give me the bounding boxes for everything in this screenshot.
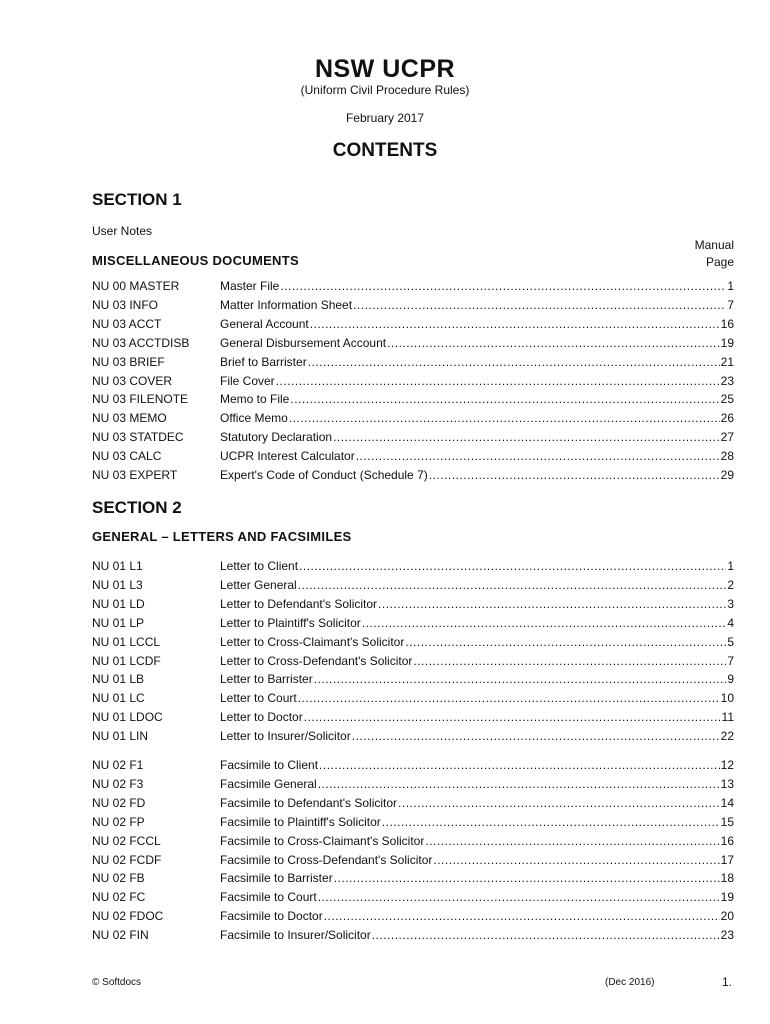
entry-code: NU 01 LD: [92, 596, 145, 611]
entry-page-number: 1: [727, 279, 734, 293]
manual-page-header: [660, 237, 734, 271]
entry-title: Letter to Insurer/Solicitor: [220, 729, 351, 744]
entry-line: [220, 409, 734, 428]
entry-code: NU 01 LIN: [92, 729, 149, 744]
toc-entry[interactable]: [92, 926, 734, 945]
section-2-title: SECTION 2: [92, 498, 182, 517]
entry-page-number: 3: [727, 596, 734, 611]
entry-code: NU 03 BRIEF: [92, 354, 165, 369]
toc-entry[interactable]: [92, 907, 734, 926]
dot-leader: [280, 277, 726, 296]
toc-entry[interactable]: [92, 652, 734, 671]
entry-title: Facsimile to Client: [220, 758, 319, 772]
entry-line: [220, 614, 734, 633]
section-1-title: SECTION 1: [92, 190, 182, 209]
toc-entry[interactable]: [92, 334, 734, 353]
entry-line: [220, 907, 734, 926]
entry-code: NU 01 L1: [92, 559, 143, 573]
entry-code: NU 02 FB: [92, 871, 145, 886]
toc-entry[interactable]: [92, 557, 734, 576]
entry-code: NU 00 MASTER: [92, 279, 180, 293]
letters-facsimiles-heading: GENERAL – LETTERS AND FACSIMILES: [92, 529, 352, 544]
entry-page-number: 16: [720, 316, 734, 331]
entry-page-number: 23: [720, 373, 734, 388]
entry-line: [220, 926, 734, 945]
toc-entry[interactable]: [92, 296, 734, 315]
toc-entry[interactable]: [92, 353, 734, 372]
dot-leader: [362, 614, 727, 633]
toc-entry[interactable]: [92, 372, 734, 391]
entry-line: [220, 595, 734, 614]
page-label: Page: [705, 255, 734, 269]
entry-title: Letter General: [220, 577, 297, 592]
entry-code: NU 01 LC: [92, 691, 145, 706]
entry-title: Letter to Doctor: [220, 710, 303, 725]
dot-leader: [318, 888, 720, 907]
entry-code: NU 02 FCCL: [92, 833, 161, 848]
entry-line: [220, 756, 734, 775]
toc-entry[interactable]: [92, 447, 734, 466]
entry-title: Master File: [220, 279, 280, 293]
entry-line: [220, 794, 734, 813]
entry-code: NU 03 COVER: [92, 373, 173, 388]
entry-title: Letter to Defendant's Solicitor: [220, 596, 378, 611]
entry-code: NU 01 LDOC: [92, 710, 163, 725]
entry-code: NU 02 FIN: [92, 928, 149, 943]
entry-code: NU 01 L3: [92, 577, 143, 592]
toc-entry[interactable]: [92, 409, 734, 428]
entry-page-number: 17: [720, 852, 734, 867]
dot-leader: [356, 447, 720, 466]
entry-code: NU 03 FILENOTE: [92, 392, 189, 407]
entry-title: Facsimile General: [220, 776, 317, 791]
entry-title: Facsimile to Court: [220, 890, 317, 905]
entry-page-number: 9: [727, 672, 734, 687]
entry-line: [220, 277, 734, 296]
entry-page-number: 4: [727, 615, 734, 630]
toc-entry[interactable]: [92, 869, 734, 888]
entry-title: Facsimile to Doctor: [220, 909, 323, 924]
toc-entry[interactable]: [92, 888, 734, 907]
entry-line: [220, 708, 734, 727]
entry-title: Letter to Court: [220, 691, 297, 706]
entry-code: NU 01 LCCL: [92, 634, 161, 649]
document-subtitle: (Uniform Civil Procedure Rules): [300, 83, 470, 97]
dot-leader: [353, 296, 726, 315]
dot-leader: [333, 428, 720, 447]
toc-entry[interactable]: [92, 689, 734, 708]
entry-title: Office Memo: [220, 411, 288, 426]
footer-revision: (Dec 2016): [605, 977, 655, 988]
dot-leader: [318, 775, 720, 794]
entry-page-number: 26: [720, 411, 734, 426]
dot-leader: [289, 409, 720, 428]
entry-page-number: 19: [720, 335, 734, 350]
toc-entry[interactable]: [92, 813, 734, 832]
entry-line: [220, 466, 734, 485]
entry-title: Matter Information Sheet: [220, 297, 353, 312]
entry-page-number: 23: [720, 928, 734, 943]
entry-title: Brief to Barrister: [220, 354, 307, 369]
entry-page-number: 18: [720, 871, 734, 886]
entry-code: NU 02 FD: [92, 795, 146, 810]
entry-line: [220, 813, 734, 832]
entry-page-number: 7: [727, 653, 734, 668]
entry-line: [220, 652, 734, 671]
dot-leader: [398, 794, 720, 813]
toc-entry[interactable]: [92, 428, 734, 447]
toc-entry[interactable]: [92, 708, 734, 727]
entry-line: [220, 851, 734, 870]
toc-entry[interactable]: [92, 851, 734, 870]
entry-line: [220, 888, 734, 907]
dot-leader: [308, 353, 720, 372]
dot-leader: [290, 390, 719, 409]
entry-title: Statutory Declaration: [220, 430, 333, 445]
document-date: February 2017: [345, 111, 425, 125]
entry-title: Facsimile to Cross-Claimant's Solicitor: [220, 833, 425, 848]
entry-page-number: 20: [720, 909, 734, 924]
user-notes-label: User Notes: [92, 224, 153, 238]
dot-leader: [405, 633, 726, 652]
entry-code: NU 02 FP: [92, 814, 145, 829]
entry-code: NU 03 EXPERT: [92, 468, 178, 482]
dot-leader: [382, 813, 720, 832]
entry-title: Facsimile to Insurer/Solicitor: [220, 928, 371, 943]
entry-page-number: 13: [720, 776, 734, 791]
dot-leader: [433, 851, 719, 870]
entry-line: [220, 832, 734, 851]
entry-code: NU 02 FCDF: [92, 852, 162, 867]
entry-title: Letter to Barrister: [220, 672, 313, 687]
entry-page-number: 11: [721, 710, 734, 725]
dot-leader: [387, 334, 720, 353]
toc-entry[interactable]: [92, 614, 734, 633]
footer-page-number: 1.: [722, 975, 733, 989]
entry-page-number: 7: [727, 297, 734, 312]
entry-title: General Account: [220, 316, 309, 331]
toc-entry[interactable]: [92, 390, 734, 409]
dot-leader: [429, 466, 720, 485]
toc-entry[interactable]: [92, 670, 734, 689]
dot-leader: [372, 926, 720, 945]
dot-leader: [334, 869, 720, 888]
dot-leader: [378, 595, 726, 614]
dot-leader: [324, 907, 720, 926]
entry-line: [220, 576, 734, 595]
entry-line: [220, 390, 734, 409]
entry-page-number: 12: [720, 758, 734, 772]
entry-line: [220, 557, 734, 576]
entry-line: [220, 315, 734, 334]
entry-code: NU 02 F3: [92, 776, 144, 791]
entry-title: Letter to Cross-Claimant's Solicitor: [220, 634, 405, 649]
dot-leader: [276, 372, 720, 391]
dot-leader: [413, 652, 726, 671]
manual-label: Manual: [694, 238, 734, 252]
miscellaneous-documents-heading: MISCELLANEOUS DOCUMENTS: [92, 253, 299, 268]
entry-code: NU 02 FDOC: [92, 909, 164, 924]
dot-leader: [425, 832, 719, 851]
entry-line: [220, 633, 734, 652]
dot-leader: [299, 557, 726, 576]
entry-page-number: 2: [727, 577, 734, 592]
entry-page-number: 1: [727, 559, 734, 573]
dot-leader: [298, 689, 720, 708]
entry-title: UCPR Interest Calculator: [220, 449, 355, 464]
entry-code: NU 03 STATDEC: [92, 430, 184, 445]
entry-page-number: 27: [720, 430, 734, 445]
entry-code: NU 03 ACCT: [92, 316, 162, 331]
toc-entry[interactable]: [92, 727, 734, 746]
entry-page-number: 22: [720, 729, 734, 744]
entry-code: NU 02 FC: [92, 890, 146, 905]
entry-line: [220, 670, 734, 689]
entry-title: Expert's Code of Conduct (Schedule 7): [220, 468, 428, 482]
entry-code: NU 03 ACCTDISB: [92, 335, 190, 350]
entry-page-number: 16: [720, 833, 734, 848]
entry-page-number: 15: [720, 814, 734, 829]
entry-title: Letter to Client: [220, 559, 299, 573]
entry-page-number: 10: [720, 691, 734, 706]
entry-title: Letter to Cross-Defendant's Solicitor: [220, 653, 413, 668]
toc-entry[interactable]: [92, 595, 734, 614]
entry-code: NU 01 LCDF: [92, 653, 161, 668]
entry-page-number: 14: [720, 795, 734, 810]
dot-leader: [352, 727, 720, 746]
entry-page-number: 21: [720, 354, 734, 369]
entry-page-number: 5: [727, 634, 734, 649]
entry-code: NU 01 LB: [92, 672, 145, 687]
entry-title: Facsimile to Defendant's Solicitor: [220, 795, 398, 810]
entry-line: [220, 428, 734, 447]
dot-leader: [310, 315, 720, 334]
toc-entry[interactable]: [92, 576, 734, 595]
toc-entry[interactable]: [92, 832, 734, 851]
entry-title: Memo to File: [220, 392, 290, 407]
entry-line: [220, 727, 734, 746]
toc-entry[interactable]: [92, 315, 734, 334]
entry-line: [220, 689, 734, 708]
toc-entry[interactable]: [92, 756, 734, 775]
entry-page-number: 29: [720, 468, 734, 482]
footer-copyright: © Softdocs: [92, 977, 142, 988]
entry-page-number: 28: [720, 449, 734, 464]
entry-code: NU 03 MEMO: [92, 411, 167, 426]
toc-entry[interactable]: [92, 466, 734, 485]
contents-heading: CONTENTS: [332, 140, 438, 161]
entry-line: [220, 447, 734, 466]
entry-title: Facsimile to Cross-Defendant's Solicitor: [220, 852, 433, 867]
entry-code: NU 01 LP: [92, 615, 145, 630]
entry-line: [220, 334, 734, 353]
entry-line: [220, 372, 734, 391]
dot-leader: [298, 576, 727, 595]
document-title: NSW UCPR: [314, 55, 456, 83]
entry-code: NU 03 INFO: [92, 297, 159, 312]
entry-code: NU 02 F1: [92, 758, 144, 772]
toc-entry[interactable]: [92, 794, 734, 813]
entry-title: Facsimile to Barrister: [220, 871, 333, 886]
entry-line: [220, 775, 734, 794]
toc-entry[interactable]: [92, 633, 734, 652]
entry-page-number: 19: [720, 890, 734, 905]
entry-title: Letter to Plaintiff's Solicitor: [220, 615, 361, 630]
dot-leader: [319, 756, 720, 775]
entry-code: NU 03 CALC: [92, 449, 162, 464]
entry-title: General Disbursement Account: [220, 335, 387, 350]
entry-line: [220, 296, 734, 315]
entry-page-number: 25: [720, 392, 734, 407]
entry-title: Facsimile to Plaintiff's Solicitor: [220, 814, 381, 829]
entry-line: [220, 353, 734, 372]
entry-title: File Cover: [220, 373, 275, 388]
dot-leader: [304, 708, 721, 727]
entry-line: [220, 869, 734, 888]
toc-entry[interactable]: [92, 775, 734, 794]
toc-entry[interactable]: [92, 277, 734, 296]
dot-leader: [314, 670, 727, 689]
